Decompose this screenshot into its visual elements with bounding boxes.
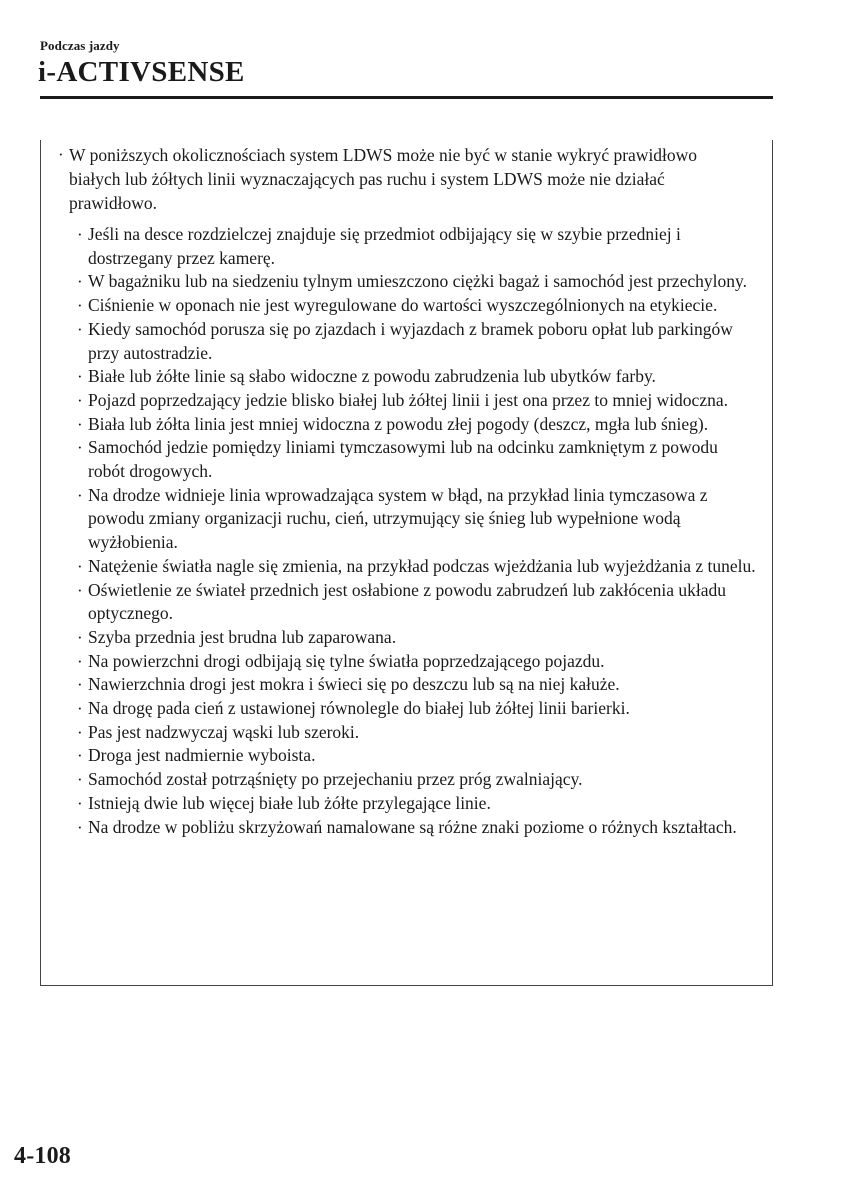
bullet-icon: · (77, 296, 83, 316)
bullet-icon: · (77, 485, 83, 505)
bullet-icon: · (77, 438, 83, 458)
condition-list-item (77, 223, 758, 270)
bullet-icon: · (77, 817, 83, 837)
condition-text: Na drodze widnieje linia wprowadzająca system w błąd, na przykład linia tymczasowa z powodu zmiany organizacji ruchu, cień, utrzymujący się śnieg lub wypełnione wodą wyżłobienia. (88, 484, 708, 553)
bullet-icon: · (58, 145, 64, 164)
condition-list-item (77, 673, 758, 697)
bullet-icon: · (77, 272, 83, 292)
bullet-icon: · (77, 627, 83, 647)
bullet-icon: · (77, 319, 83, 339)
page-number: 4-108 (14, 1143, 71, 1169)
condition-text: Pojazd poprzedzający jedzie blisko białej lub żółtej linii i jest ona przez to mniej widoczna. (88, 389, 728, 410)
bullet-icon: · (77, 699, 83, 719)
condition-text: Samochód został potrząśnięty po przejechaniu przez próg zwalniający. (88, 769, 583, 790)
condition-text: Natężenie światła nagle się zmienia, na przykład podczas wjeżdżania lub wyjeżdżania z tunelu. (88, 555, 756, 576)
condition-list-item (77, 816, 758, 840)
condition-text: Na drogę pada cień z ustawionej równolegle do białej lub żółtej linii barierki. (88, 698, 630, 719)
bullet-icon: · (77, 225, 83, 244)
condition-text: Samochód jedzie pomiędzy liniami tymczasowymi lub na odcinku zamkniętym z powodu robót drogowych. (88, 437, 718, 482)
bullet-icon: · (77, 556, 83, 576)
condition-text: Istnieją dwie lub więcej białe lub żółte przylegające linie. (88, 792, 491, 813)
condition-text: Oświetlenie ze świateł przednich jest osłabione z powodu zabrudzeń lub zakłócenia układu optycznego. (88, 579, 727, 624)
condition-list-item (77, 768, 758, 792)
condition-list-item (77, 555, 758, 579)
condition-list-item (77, 270, 758, 294)
condition-list-item (77, 294, 758, 318)
note-intro-text: W poniższych okolicznościach system LDWS może nie być w stanie wykryć prawidłowo białych lub żółtych linii wyznaczających pas ruchu i system LDWS może nie działać prawidłowo. (69, 145, 698, 213)
condition-text: Ciśnienie w oponach nie jest wyregulowane do wartości wyszczególnionych na etykiecie. (88, 295, 718, 316)
note-box (40, 140, 773, 986)
condition-list-item (77, 389, 758, 413)
section-label: Podczas jazdy (40, 38, 120, 53)
condition-list-item (77, 626, 758, 650)
bullet-icon: · (77, 367, 83, 387)
bullet-icon: · (77, 675, 83, 695)
condition-text: Na drodze w pobliżu skrzyżowań namalowane są różne znaki poziome o różnych kształtach. (88, 816, 737, 837)
condition-list (77, 223, 758, 839)
condition-text: Na powierzchni drogi odbijają się tylne światła poprzedzającego pojazdu. (88, 650, 605, 671)
condition-list-item (77, 436, 758, 483)
condition-text: Jeśli na desce rozdzielczej znajduje się przedmiot odbijający się w szybie przedniej i dostrzegany przez kamerę. (88, 224, 681, 268)
condition-list-item (77, 697, 758, 721)
condition-list-item (77, 792, 758, 816)
condition-text: Kiedy samochód porusza się po zjazdach i wyjazdach z bramek poboru opłat lub parkingów przy autostradzie. (88, 318, 733, 363)
bullet-icon: · (77, 746, 83, 766)
bullet-icon: · (77, 651, 83, 671)
condition-list-item (77, 413, 758, 437)
condition-text: Droga jest nadmiernie wyboista. (88, 745, 316, 766)
bullet-icon: · (77, 414, 83, 434)
condition-list-item (77, 579, 758, 626)
condition-list-item (77, 744, 758, 768)
bullet-icon: · (77, 770, 83, 790)
condition-list-item (77, 365, 758, 389)
note-intro-item (58, 143, 739, 215)
condition-list-item (77, 650, 758, 674)
condition-list-item (77, 318, 758, 365)
condition-list-item (77, 484, 758, 555)
condition-text: W bagażniku lub na siedzeniu tylnym umieszczono ciężki bagaż i samochód jest przechylony. (88, 271, 747, 292)
bullet-icon: · (77, 722, 83, 742)
condition-text: Pas jest nadzwyczaj wąski lub szeroki. (88, 721, 360, 742)
condition-list-item (77, 721, 758, 745)
bullet-icon: · (77, 390, 83, 410)
condition-text: Nawierzchnia drogi jest mokra i świeci się po deszczu lub są na niej kałuże. (88, 674, 620, 695)
condition-text: Szyba przednia jest brudna lub zaparowana. (88, 626, 397, 647)
condition-text: Białe lub żółte linie są słabo widoczne z powodu zabrudzenia lub ubytków farby. (88, 366, 656, 387)
title-rule (40, 96, 773, 99)
bullet-icon: · (77, 580, 83, 600)
page-title: i-ACTIVSENSE (38, 56, 245, 88)
bullet-icon: · (77, 793, 83, 813)
condition-text: Biała lub żółta linia jest mniej widoczna z powodu złej pogody (deszcz, mgła lub śnieg). (88, 413, 709, 434)
